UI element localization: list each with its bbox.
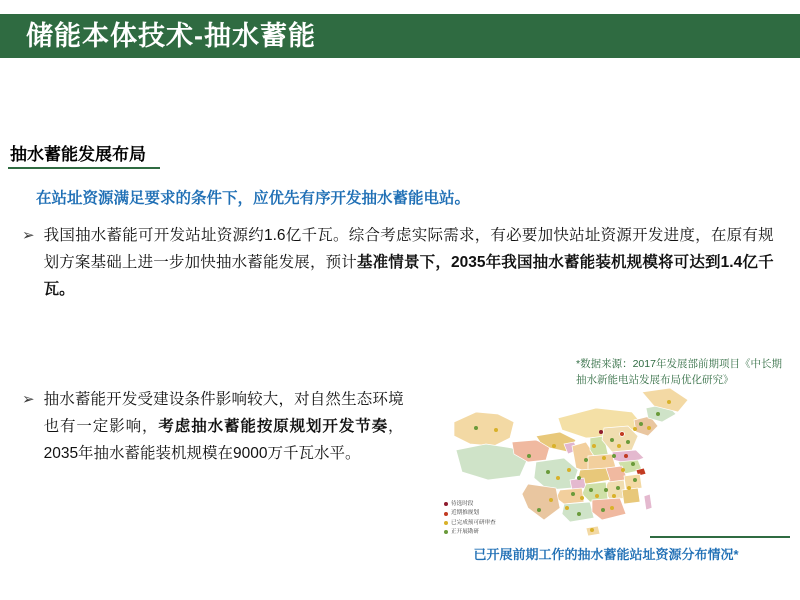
legend-swatch-icon [444, 512, 448, 516]
china-map-figure [436, 384, 708, 542]
map-legend [444, 500, 496, 538]
legend-item [444, 519, 496, 527]
bullet-text-plain: 我国抽水蓄能可开发站址资源约1.6亿千瓦。综合考虑实际需求，有必要加快站址资源开发进度，在原有规划方案基础上进一步加快抽水蓄能发展，预计 [43, 227, 774, 271]
legend-swatch-icon [444, 521, 448, 525]
bullet-text-bold: 基准情景下，2035年我国抽水蓄能装机规模将可达到1.4亿千瓦。 [43, 254, 774, 298]
bullet-marker-icon: ➢ [22, 391, 35, 408]
slide-title-bar [0, 14, 800, 58]
figure-caption: 已开展前期工作的抽水蓄能站址资源分布情况* [473, 547, 739, 562]
bullet-text-bold: 考虑抽水蓄能按原规划开发节奏 [158, 418, 389, 435]
section-heading: 抽水蓄能发展布局 [10, 145, 146, 164]
heading-divider [8, 167, 160, 169]
legend-swatch-icon [444, 502, 448, 506]
legend-label: 近期推规划 [451, 510, 479, 517]
legend-label: 已完成预可研审查 [451, 519, 496, 526]
page-title: 储能本体技术-抽水蓄能 [26, 20, 316, 51]
legend-item [444, 500, 496, 508]
bullet-text-plain-2: ，2035年抽水蓄能装机规模在9000万千瓦水平。 [43, 418, 404, 462]
figure-source-text: *数据来源：2017年发展部前期项目《中长期抽水新能电站发展布局优化研究》 [576, 358, 782, 386]
bullet-text [44, 386, 404, 467]
bullet-text [44, 222, 774, 303]
figure-accent-rule [650, 536, 790, 538]
lead-statement: 在站址资源满足要求的条件下，应优先有序开发抽水蓄能电站。 [36, 190, 471, 207]
legend-label: 待选时段 [451, 501, 474, 507]
legend-swatch-icon [444, 530, 448, 534]
bullet-item [22, 222, 782, 303]
legend-item [444, 528, 496, 536]
bullet-marker-icon: ➢ [22, 227, 35, 244]
bullet-item [22, 386, 422, 467]
legend-label: 正开展勘研 [451, 529, 479, 536]
bullet-text-plain: 抽水蓄能开发受建设条件影响较大，对自然生态环境也有一定影响， [43, 391, 404, 435]
legend-item [444, 509, 496, 517]
figure-container [422, 340, 790, 570]
